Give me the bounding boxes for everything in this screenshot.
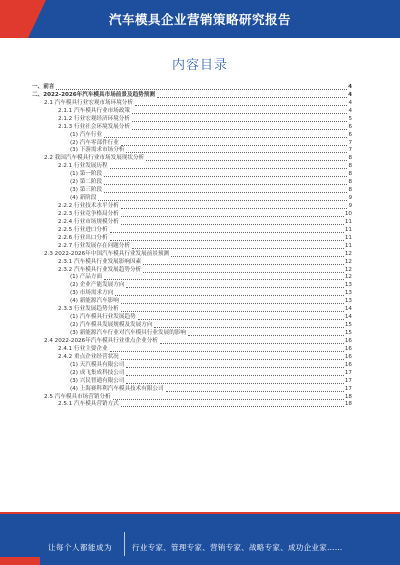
toc-entry-title: (1) 汽车行业 (70, 131, 103, 138)
toc-entry[interactable] (32, 370, 352, 378)
toc-entry-page: 13 (344, 282, 352, 289)
toc-leader-dots (104, 137, 347, 138)
toc-entry-page: 8 (348, 155, 352, 162)
toc-entry[interactable] (32, 219, 352, 227)
toc-entry-title: (2) 汽车模具发展规模及发展方向 (70, 322, 153, 329)
toc-leader-dots (98, 200, 347, 201)
toc-entry-page: 5 (348, 115, 352, 122)
toc-entry[interactable] (32, 338, 352, 346)
toc-entry[interactable] (32, 243, 352, 251)
toc-entry-page: 17 (344, 377, 352, 384)
toc-entry-title: 2.1.2 行业宏观经济环境分析 (58, 115, 130, 122)
toc-leader-dots (126, 375, 343, 376)
footer-tagline: 行业专家、管理专家、营销专家、战略专家、成功企业家…… (132, 543, 343, 552)
footer-red-accent (0, 557, 40, 565)
toc-leader-dots (171, 256, 344, 257)
toc-leader-dots (121, 303, 344, 304)
toc-leader-dots (166, 391, 344, 392)
toc-leader-dots (56, 89, 347, 90)
toc-entry-title: 2.3.1 汽车模具行业发展影响因素 (58, 258, 142, 265)
toc-entry-page: 11 (344, 218, 352, 225)
toc-entry-page: 14 (344, 314, 352, 321)
toc-leader-dots (188, 335, 344, 336)
footer-red-strip (0, 512, 400, 514)
toc-entry-page: 7 (348, 139, 352, 146)
toc-entry[interactable] (32, 84, 352, 92)
toc-leader-dots (110, 232, 344, 233)
toc-entry-page: 4 (348, 107, 352, 114)
toc-leader-dots (126, 287, 343, 288)
toc-entry[interactable] (32, 322, 352, 330)
toc-entry-title: (3) 新能源汽车行业对汽车模具行业发展的影响 (70, 330, 186, 337)
toc-entry-page: 17 (344, 369, 352, 376)
report-header (0, 0, 400, 38)
toc-entry[interactable] (32, 100, 352, 108)
toc-entry-title: 2.4.1 行业主要企业 (58, 345, 108, 352)
toc-entry-page: 11 (344, 226, 352, 233)
toc-leader-dots (115, 295, 344, 296)
toc-entry[interactable] (32, 124, 352, 132)
toc-leader-dots (132, 129, 347, 130)
toc-entry-page: 16 (344, 345, 352, 352)
toc-entry[interactable] (32, 306, 352, 314)
report-title: 汽车模具企业营销策略研究报告 (108, 12, 291, 27)
toc-leader-dots (126, 383, 343, 384)
toc-entry-title: 2.3.3 行业发展趋势分析 (58, 306, 119, 313)
toc-entry[interactable] (32, 203, 352, 211)
toc-entry-title: 2.2.4 行业市场规模分析 (58, 218, 119, 225)
toc-entry-title: (2) 成飞集成科技公司 (70, 369, 125, 376)
toc-leader-dots (138, 319, 344, 320)
toc-entry-title: 2.5 汽车模具市场营销分析 (44, 393, 111, 400)
toc-leader-dots (135, 105, 347, 106)
toc-leader-dots (121, 145, 348, 146)
toc-entry-title: 2.2.1 行业发展历程 (58, 163, 108, 170)
toc-entry[interactable] (32, 187, 352, 195)
toc-entry-page: 12 (344, 258, 352, 265)
toc-leader-dots (160, 343, 344, 344)
toc-entry-title: (1) 汽车模具行业发展趋势 (70, 314, 136, 321)
toc-leader-dots (110, 168, 348, 169)
footer-slogan: 让每个人都能成为 (48, 543, 112, 552)
toc-entry[interactable] (32, 92, 352, 100)
toc-leader-dots (154, 327, 343, 328)
toc-entry-title: (3) 兴民智通有限公司 (70, 377, 125, 384)
toc-entry-title: 2.1.1 汽车模具行业市场政策 (58, 107, 130, 114)
toc-leader-dots (143, 264, 344, 265)
toc-entry-page: 8 (348, 171, 352, 178)
toc-entry-page: 18 (344, 401, 352, 408)
toc-entry-title: (4) 新能源汽车影响 (70, 298, 119, 305)
toc-entry-title: 2.2.3 行业竞争格局分析 (58, 210, 119, 217)
toc-entry-page: 11 (344, 242, 352, 249)
toc-entry-title: 2.3 2022-2026年中国汽车模具行业发展前景预测 (44, 250, 170, 257)
toc-entry[interactable] (32, 330, 352, 338)
toc-entry-page: 7 (348, 147, 352, 154)
toc-leader-dots (121, 359, 344, 360)
toc-entry-title: (1) 产品方面 (70, 274, 103, 281)
toc-leader-dots (132, 121, 347, 122)
toc-entry-title: (1) 第一阶段 (70, 171, 103, 178)
table-of-contents (32, 84, 352, 409)
toc-entry-title: (3) 市场需求方向 (70, 290, 114, 297)
toc-leader-dots (143, 272, 344, 273)
toc-entry[interactable] (32, 259, 352, 267)
footer-banner (0, 512, 400, 565)
toc-entry-title: 一、前言 (32, 83, 55, 90)
toc-entry-title: 2.5.1 汽车模具营销方式 (58, 401, 119, 408)
toc-entry-title: 2.3.2 汽车模具行业发展趋势分析 (58, 266, 142, 273)
toc-entry[interactable] (32, 314, 352, 322)
toc-entry-page: 4 (348, 99, 352, 106)
toc-entry-page: 4 (348, 83, 352, 90)
toc-leader-dots (126, 367, 343, 368)
toc-entry[interactable] (32, 386, 352, 394)
toc-entry-title: 2.2.2 行业技术水平分析 (58, 203, 119, 210)
toc-entry-title: 2.4 2022-2026年汽车模具行业重点企业分析 (44, 337, 158, 344)
toc-entry-page: 18 (344, 393, 352, 400)
toc-entry-title: 二、2022-2026年汽车模具市场前景及趋势预测 (32, 91, 155, 98)
toc-entry-page: 16 (344, 361, 352, 368)
toc-leader-dots (132, 248, 344, 249)
toc-entry-title: (4) 上海赛科利汽车模具技术有限公司 (70, 385, 164, 392)
toc-leader-dots (126, 152, 347, 153)
toc-entry-page: 8 (348, 187, 352, 194)
toc-entry[interactable] (32, 235, 352, 243)
toc-leader-dots (104, 184, 347, 185)
toc-entry-page: 15 (344, 330, 352, 337)
toc-entry-page: 4 (348, 91, 352, 98)
toc-entry-title: 2.2.6 行业出口分析 (58, 234, 108, 241)
toc-leader-dots (121, 224, 344, 225)
toc-entry[interactable] (32, 346, 352, 354)
toc-entry-page: 14 (344, 306, 352, 313)
toc-entry[interactable] (32, 132, 352, 140)
toc-entry-title: 2.2.7 行业发展存在问题分析 (58, 242, 130, 249)
toc-entry-page: 8 (348, 179, 352, 186)
toc-entry-page: 9 (348, 195, 352, 202)
toc-entry-page: 10 (344, 210, 352, 217)
toc-leader-dots (104, 192, 347, 193)
toc-entry[interactable] (32, 227, 352, 235)
toc-entry-page: 6 (348, 123, 352, 130)
toc-leader-dots (121, 216, 344, 217)
toc-entry-page: 11 (344, 234, 352, 241)
toc-leader-dots (157, 97, 347, 98)
toc-entry-page: 13 (344, 298, 352, 305)
toc-entry[interactable] (32, 116, 352, 124)
toc-entry-title: (2) 企业产能发展方向 (70, 282, 125, 289)
toc-entry-page: 13 (344, 290, 352, 297)
toc-entry-page: 6 (348, 131, 352, 138)
toc-entry-page: 16 (344, 353, 352, 360)
toc-entry-page: 9 (348, 203, 352, 210)
toc-entry-title: (3) 第三阶段 (70, 187, 103, 194)
toc-entry-title: (2) 第二阶段 (70, 179, 103, 186)
toc-leader-dots (146, 160, 347, 161)
toc-entry-title: 2.4.2 重点企业经营状况 (58, 353, 119, 360)
toc-leader-dots (113, 399, 344, 400)
toc-entry-page: 16 (344, 337, 352, 344)
toc-entry-page: 12 (344, 250, 352, 257)
toc-entry-title: 2.2 我国汽车模具行业市场发展现状分析 (44, 155, 145, 162)
toc-entry[interactable] (32, 108, 352, 116)
toc-entry-page: 15 (344, 322, 352, 329)
toc-entry-title: 2.1 汽车模具行业宏观市场环境分析 (44, 99, 133, 106)
toc-entry[interactable] (32, 402, 352, 410)
page-title: 内容目录 (171, 58, 228, 73)
toc-entry-title: (2) 汽车零部件行业 (70, 139, 119, 146)
toc-entry[interactable] (32, 195, 352, 203)
footer-divider (124, 532, 125, 556)
toc-entry[interactable] (32, 251, 352, 259)
toc-leader-dots (121, 208, 348, 209)
toc-entry[interactable] (32, 354, 352, 362)
toc-leader-dots (104, 279, 344, 280)
toc-entry[interactable] (32, 378, 352, 386)
toc-entry[interactable] (32, 179, 352, 187)
toc-entry-page: 8 (348, 163, 352, 170)
toc-entry-page: 17 (344, 385, 352, 392)
toc-entry-title: 2.2.5 行业进口分析 (58, 226, 108, 233)
toc-entry-title: 2.1.3 行业社会环境发展分析 (58, 123, 130, 130)
toc-leader-dots (132, 113, 347, 114)
toc-entry-page: 12 (344, 266, 352, 273)
toc-entry-title: (1) 天汽模具有限公司 (70, 361, 125, 368)
toc-leader-dots (110, 240, 344, 241)
toc-leader-dots (110, 351, 344, 352)
toc-entry[interactable] (32, 211, 352, 219)
toc-entry-title: (3) 下游需求市场分析 (70, 147, 125, 154)
toc-leader-dots (104, 176, 347, 177)
toc-leader-dots (121, 311, 344, 312)
toc-entry-page: 12 (344, 274, 352, 281)
toc-entry-title: (4) 新阶段 (70, 195, 97, 202)
toc-leader-dots (121, 406, 344, 407)
toc-entry[interactable] (32, 362, 352, 370)
